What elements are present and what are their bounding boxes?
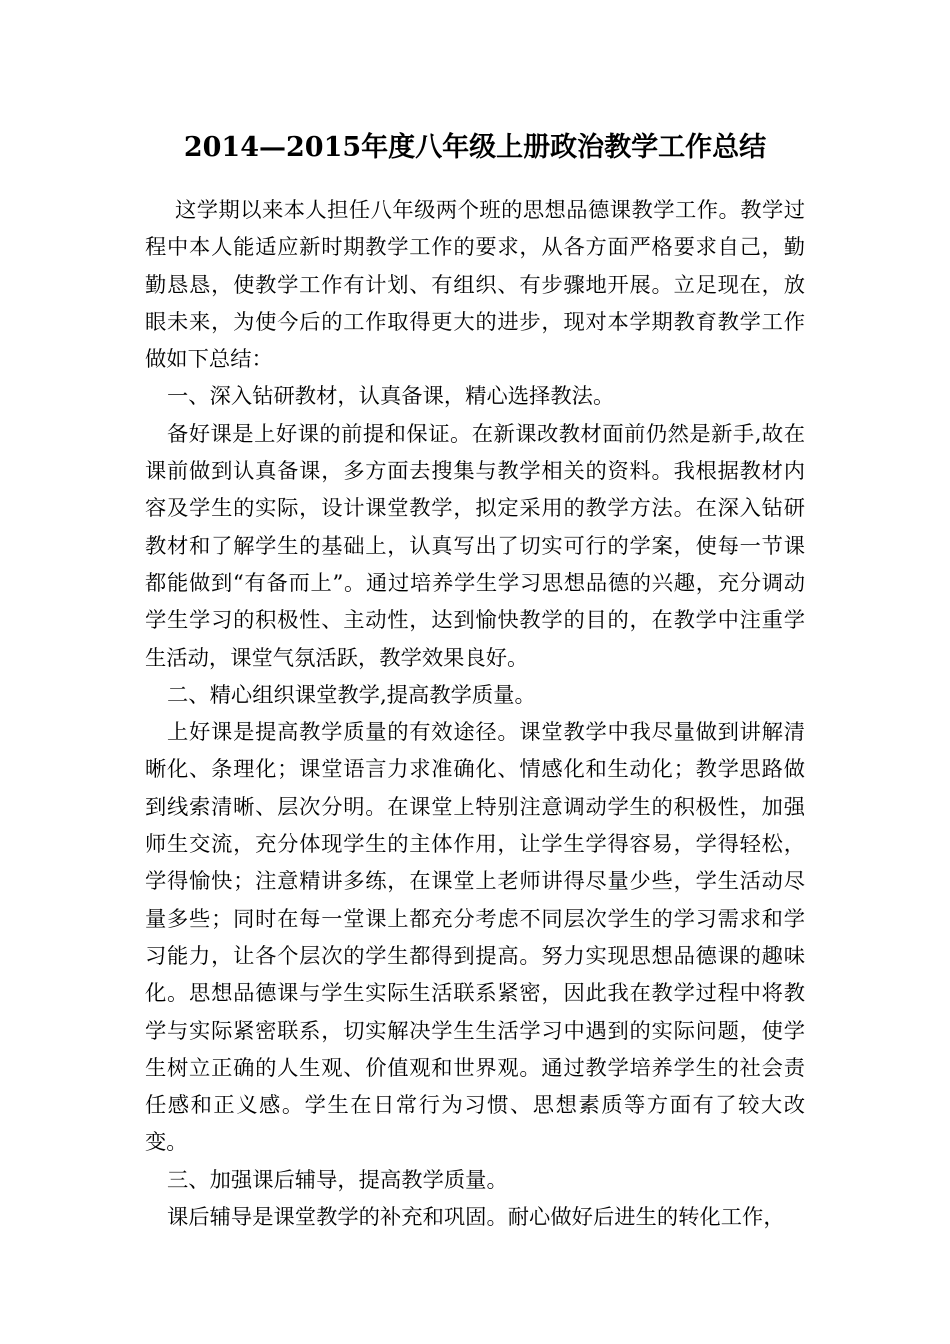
section-paragraph-1: 备好课是上好课的前提和保证。在新课改教材面前仍然是新手,故在课前做到认真备课，多方面去搜集与教学相关的资料。我根据教材内容及学生的实际，设计课堂教学，拟定采用的教学方法。在深入钻研教材和了解学生的基础上，认真写出了切实可行的学案，使每一节课都能做到“有备而上”。通过培养学生学习思想品德的兴趣，充分调动学生学习的积极性、主动性，达到愉快教学的目的，在教学中注重学生活动，课堂气氛活跃，教学效果良好。 — [145, 421, 805, 671]
document-page — [145, 128, 805, 1236]
section-paragraph-2: 上好课是提高教学质量的有效途径。课堂教学中我尽量做到讲解清晰化、条理化；课堂语言力求准确化、情感化和生动化；教学思路做到线索清晰、层次分明。在课堂上特别注意调动学生的积极性，加强师生交流，充分体现学生的主体作用，让学生学得容易，学得轻松，学得愉快；注意精讲多练，在课堂上老师讲得尽量少些，学生活动尽量多些；同时在每一堂课上都充分考虑不同层次学生的学习需求和学习能力，让各个层次的学生都得到提高。努力实现思想品德课的趣味化。思想品德课与学生实际生活联系紧密，因此我在教学过程中将教学与实际紧密联系，切实解决学生生活学习中遇到的实际问题，使学生树立正确的人生观、价值观和世界观。通过教学培养学生的社会责任感和正义感。学生在日常行为习惯、思想素质等方面有了较大改变。 — [145, 720, 805, 1156]
document-title: 2014—2015年度八年级上册政治教学工作总结 — [183, 132, 767, 163]
section-paragraph-3: 课后辅导是课堂教学的补充和巩固。耐心做好后进生的转化工作， — [167, 1205, 785, 1231]
section-heading-1: 一、深入钻研教材，认真备课，精心选择教法。 — [167, 384, 615, 410]
section-heading-2: 二、精心组织课堂教学,提高教学质量。 — [167, 682, 536, 708]
section-heading-3: 三、加强课后辅导，提高教学质量。 — [167, 1167, 508, 1193]
intro-paragraph: 这学期以来本人担任八年级两个班的思想品德课教学工作。教学过程中本人能适应新时期教学工作的要求，从各方面严格要求自己，勤勤恳恳，使教学工作有计划、有组织、有步骤地开展。立足现在，放眼未来，为使今后的工作取得更大的进步，现对本学期教育教学工作做如下总结： — [145, 198, 805, 373]
